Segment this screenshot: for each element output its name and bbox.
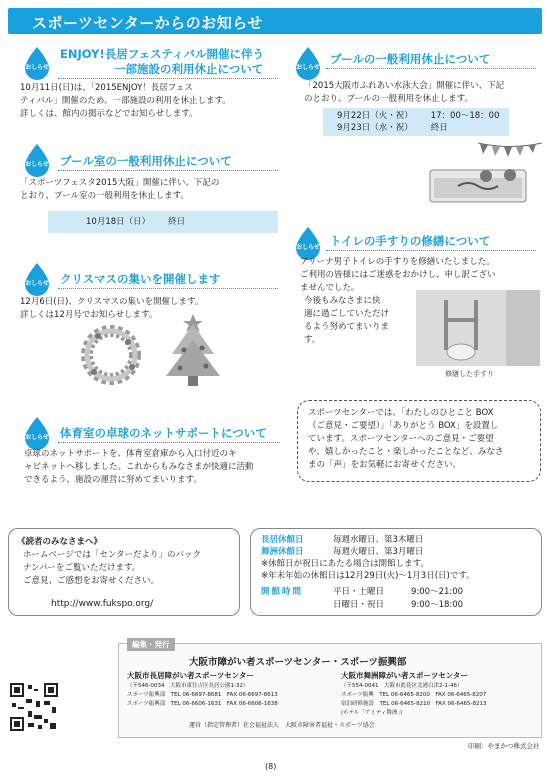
open-hours-label: 開館時間	[261, 587, 304, 597]
opening-hours-box	[250, 528, 542, 616]
homepage-link[interactable]: http://www.fukspo.org/	[51, 599, 154, 609]
handrail-photo	[416, 290, 540, 366]
readers-title: 《読者のみなさまへ》	[17, 537, 103, 547]
pool-general-body: 「2015大阪市ふれあい水泳大会」開催に伴い、下記 のとおり、プールの一般利用を休止します。	[304, 81, 505, 104]
pingpong-title: 体育室の卓球のネットサポートについて	[60, 426, 267, 440]
nagai-closed-value: 毎週水曜日、第3木曜日	[333, 535, 424, 545]
handrail-caption: 修繕した手すり	[445, 370, 494, 378]
qr-code	[10, 683, 58, 731]
divider	[326, 68, 536, 69]
pool-room-term: 終日	[168, 217, 186, 227]
bunting-flags-illustration	[478, 140, 542, 162]
wreath-illustration	[78, 322, 144, 388]
publisher-box	[118, 640, 542, 738]
water-drop-icon: おしらせ	[22, 262, 52, 296]
maishima-tel-1: スポーツ振興 TEL 06-6465-8200 FAX 06-6465-8207	[341, 692, 487, 698]
enjoy-title-line2: 一部施設の利用休止について	[114, 62, 264, 76]
pool-row2-time: 終日	[430, 123, 448, 133]
divider	[326, 250, 536, 251]
water-drop-icon: おしらせ	[293, 46, 323, 80]
divider	[58, 78, 278, 79]
pool-room-date-box	[48, 211, 278, 233]
readers-body: ホームページでは「センターだより」のバック ナンバーをご覧いただけます。 ご意見、ご感想をお寄せください。	[23, 550, 201, 586]
christmas-title: クリスマスの集いを開催します	[60, 272, 221, 286]
toilet-title: トイレの手すりの修繕について	[330, 234, 491, 248]
nagai-tel-1: スポーツ振興部 TEL 06-6697-8681 FAX 06-6697-8613	[127, 692, 278, 698]
weekday-label: 平日・土曜日	[333, 587, 385, 597]
pool-row1-time: 17：00～18：00	[430, 111, 500, 121]
nagai-center-name: 大阪市長居障がい者スポーツセンター	[127, 671, 254, 680]
pool-row2-date: 9月23日（水・祝）	[337, 123, 413, 133]
maishima-closed-label: 舞洲休館日	[261, 547, 304, 557]
pool-room-date: 10月18日（日）	[86, 217, 151, 227]
christmas-body: 12月6日(日)、クリスマスの集いを開催します。 詳しくは12月号でお知らせします。	[20, 297, 204, 320]
new-year-note: ※年末年始の休館日は12月29日(火)～1月3日(日)です。	[261, 571, 475, 581]
suggestion-box-notice: スポーツセンターでは、「わたしのひとこと BOX （ご意見・ご要望）」「ありがとう BOX」を設置し ています。スポーツセンターへのご意見・ご要望 や、嬉しかったこと・楽しかったことなど、みなさ まの「声」をお気軽にお寄せください。	[297, 400, 541, 482]
nagai-address: （〒546-0034 大阪市東住吉区長居公園1-32）	[127, 683, 249, 689]
nagai-closed-label: 長居休館日	[261, 535, 304, 545]
maishima-closed-value: 毎週火曜日、第3月曜日	[333, 547, 424, 557]
page-banner	[8, 8, 542, 34]
pool-row1-date: 9月22日（火・祝）	[337, 111, 413, 121]
operator-line: 運営（指定管理者）社会福祉法人 大阪市障害者福祉・スポーツ協会	[189, 722, 375, 729]
swimming-pool-illustration	[428, 162, 528, 204]
holiday-label: 日曜日・祝日	[333, 600, 385, 610]
holiday-note: ※休館日が祝日にあたる場合は開館します。	[261, 559, 429, 569]
pool-general-date-box	[323, 108, 509, 136]
water-drop-icon: おしらせ	[293, 226, 323, 260]
nagai-tel-2: スポーツ振興部 TEL 06-6606-1631 FAX 06-6606-1638	[127, 701, 278, 707]
pool-room-title: プール室の一般利用休止について	[60, 154, 232, 168]
pingpong-body: 卓球のネットサポートを、体育室倉庫から入口付近のキ ャビネットへ移しました。これからもみなさまが快適に活動 できるよう、施設の運営に努めてまいります。	[24, 449, 254, 485]
toilet-body-2: 今後もみなさまに快 適に過ごしていただけ るよう努めてまいりま す。	[304, 296, 390, 345]
publisher-tag: 編集・発行	[127, 638, 175, 651]
publisher-title: 大阪市障がい者スポーツセンター・スポーツ振興部	[189, 657, 407, 668]
divider	[58, 442, 280, 443]
page-number: (8)	[265, 762, 277, 771]
water-drop-icon: おしらせ	[22, 46, 52, 80]
maishima-tel-2: 宿泊研修施設 TEL 06-6465-8210 FAX 06-6465-8213	[341, 701, 487, 707]
divider	[58, 170, 278, 171]
christmas-tree-illustration	[160, 310, 226, 390]
enjoy-body: 10月11日(日)は、「2015ENJOY！長居フェス ティバル」開催のため、一部施設の利用を休止します。 詳しくは、館内の掲示などでお知らせします。	[20, 83, 231, 119]
maishima-hotel: (ホテル「アミティ舞洲」)	[341, 710, 403, 716]
readers-box	[8, 528, 240, 616]
enjoy-title-line1: ENJOY!長居フェスティバル開催に伴う	[60, 47, 264, 61]
printer-credit: 印刷：やまかつ株式会社	[468, 742, 540, 750]
divider	[58, 288, 278, 289]
page-title: スポーツセンターからのお知らせ	[32, 14, 263, 32]
maishima-address: （〒554-0041 大阪市此花区北港白津2-1-46）	[341, 683, 463, 689]
water-drop-icon: おしらせ	[22, 416, 52, 450]
toilet-body-1: アリーナ男子トイレの手すりを修繕いたしました。 ご利用の皆様にはご迷惑をおかけし、申し訳ござい ませんでした。	[300, 257, 496, 293]
pool-general-title: プールの一般利用休止について	[330, 52, 491, 66]
pool-room-body: 「スポーツフェスタ2015大阪」開催に伴い、下記の とおり、プール室の一般利用を休止します。	[20, 178, 220, 201]
weekday-time: 9:00～21:00	[411, 587, 464, 597]
holiday-time: 9:00～18:00	[411, 600, 464, 610]
maishima-center-name: 大阪市舞洲障がい者スポーツセンター	[341, 671, 468, 680]
water-drop-icon: おしらせ	[22, 143, 52, 177]
